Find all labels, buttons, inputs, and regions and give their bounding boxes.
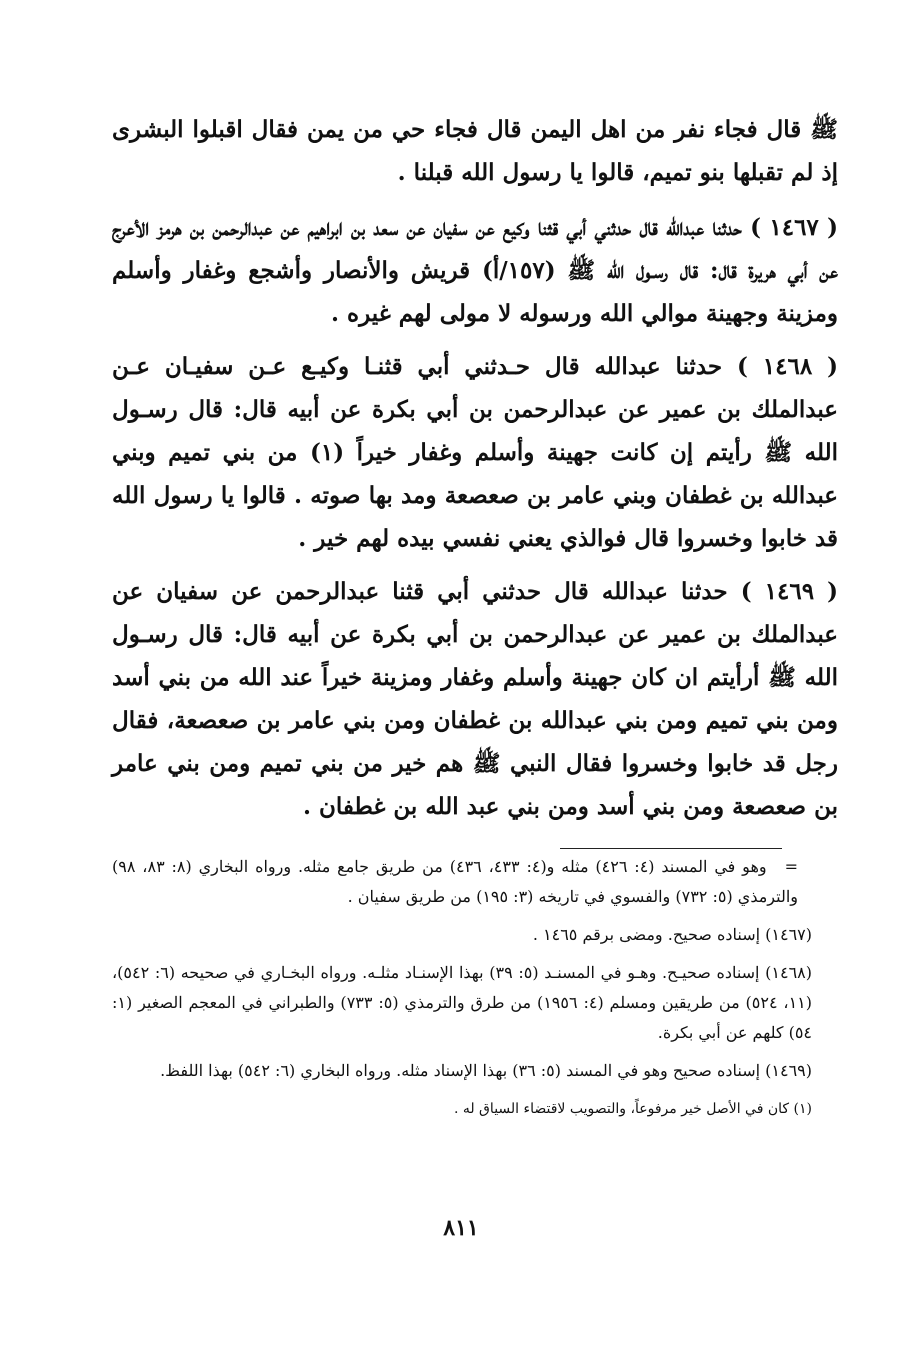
hadith-1467: ( ١٤٦٧ ) حدثنا عبدالله قال حدثني أبي قثنا وكيع عن سفيان عن سعد بن ابراهيم عن عبدالرحمن بن هرمز الأعرج عن أبي هريرة قال: قال رسـول الله ﷺ (١٥٧/أ) قريش والأنصار وأشجع وغفار وأسلم ومزينة وجهينة موالي الله ورسوله لا مولى لهم غيره . (112, 214, 839, 327)
footnote-continuation (112, 852, 812, 912)
hadith-1469: ( ١٤٦٩ ) حدثنا عبدالله قال حدثني أبي قثنا عبدالرحمن عن سفيان عن عبدالملك بن عمير عن عبدالرحمن بن أبي بكرة عن أبيه قال: قال رسـول الله ﷺ أرأيتم ان كان جهينة وأسلم وغفار ومزينة خيراً عند الله من بني أسد ومن بني تميم ومن بني عبدالله بن غطفان ومن بني عامر بن صعصعة، فقال رجل قد خابوا وخسروا فقال النبي ﷺ هم خير من بني تميم ومن بني عامر بن صعصعة ومن بني أسد ومن بني عبد الله بن غطفان . (112, 578, 839, 820)
hadith-1468: ( ١٤٦٨ ) حدثنا عبدالله قال حـدثني أبي قثنـا وكيـع عـن سفيـان عـن عبدالملك بن عمير عن عبدالرحمن بن أبي بكرة عن أبيه قال: قال رسـول الله ﷺ رأيتم إن كانت جهينة وأسلم وغفار خيراً (١) من بني تميم وبني عبدالله بن غطفان وبني عامر بن صعصعة ومد بها صوته . قالوا يا رسول الله قد خابوا وخسروا قال فوالذي يعني نفسي بيده لهم خير . (112, 353, 839, 552)
footnote-separator (560, 848, 782, 849)
footnote-1469: (١٤٦٩) إسناده صحيح وهو في المسند (٥: ٣٦) بهذا الإسناد مثله. ورواه البخاري (٦: ٥٤٢) بهذا اللفظ. (160, 1061, 812, 1080)
continuation-marker: = (784, 857, 799, 876)
footnote-mark-1: (١) كان في الأصل خير مرفوعاً، والتصويب لاقتضاء السياق له . (453, 1101, 812, 1117)
paragraph-continuation: ﷺ قال فجاء نفر من اهل اليمن قال فجاء حي من يمن فقال اقبلوا البشرى إذ لم تقبلها بنو تميم، قالوا يا رسول الله قبلنا . (112, 116, 838, 186)
main-text (112, 108, 838, 838)
page-number: ٨١١ (443, 1215, 479, 1241)
footnote-1467: (١٤٦٧) إسناده صحيح. ومضى برقم ١٤٦٥ . (532, 925, 812, 944)
footnotes (112, 852, 812, 1132)
footnote-1468: (١٤٦٨) إسناده صحيـح. وهـو في المسنـد (٥: ٣٩) بهذا الإسنـاد مثلـه. ورواه البخـاري في صحيحه (٦: ٥٤٢)، (١١، ٥٢٤) من طريقين ومسلم (٤: ١٩٥٦) من طرق والترمذي (٥: ٧٣٣) والطبراني في المعجم الصغير (١: ٥٤) كلهم عن أبي بكرة. (112, 963, 813, 1042)
footnote-continuation-text: وهو في المسند (٤: ٤٢٦) مثله و(٤: ٤٣٣، ٤٣٦) من طريق جامع مثله. ورواه البخاري (٨: ٨٣، ٩٨) والترمذي (٥: ٧٣٢) والفسوي في تاريخه (٣: ١٩٥) من طريق سفيان . (112, 857, 798, 906)
